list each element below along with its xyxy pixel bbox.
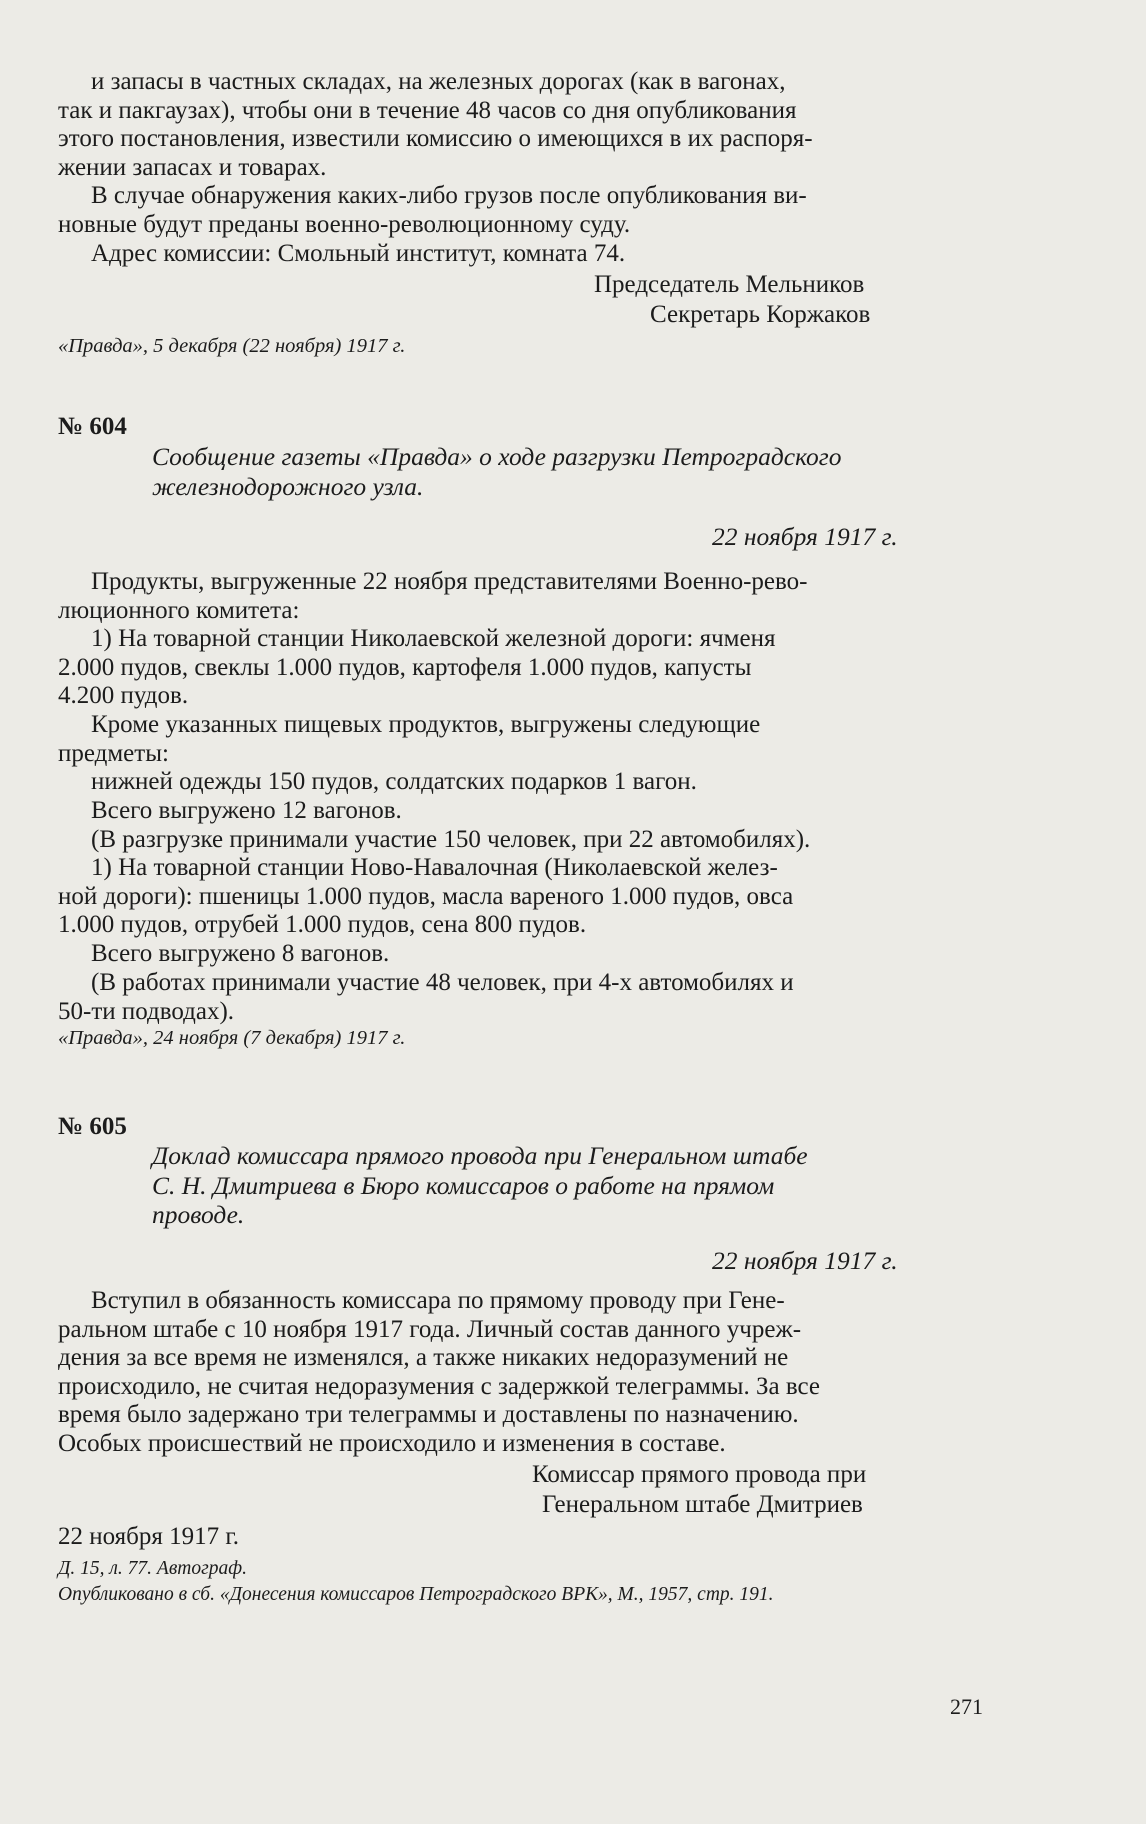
- source-citation: «Правда», 24 ноября (7 декабря) 1917 г.: [58, 1027, 406, 1049]
- total-line: Всего выгружено 8 вагонов.: [91, 940, 390, 967]
- document-title: Доклад комиссара прямого провода при Генеральном штабе С. Н. Дмитриева в Бюро комиссаров о работе на прямом проводе.: [152, 1141, 808, 1229]
- secretary-signature: Секретарь Коржаков: [650, 301, 871, 328]
- penalty-paragraph: В случае обнаружения каких-либо грузов после опубликования ви- новные будут преданы военно-революционному суду.: [58, 182, 807, 238]
- page-number: 271: [950, 1694, 983, 1719]
- document-date: 22 ноября 1917 г.: [712, 522, 898, 551]
- participants-line: (В разгрузке принимали участие 150 человек, при 22 автомобилях).: [91, 826, 811, 853]
- report-body: Вступил в обязанность комиссара по прямому проводу при Гене- ральном штабе с 10 ноября 1917 года. Личный состав данного учреж- дения за все время не изменялся, а также никаких недоразумений не происходило, не считая недоразумения с задержкой телеграммы. За все время было задержано три телеграммы и доставлены по назначению. Особых происшествий не происходило и изменения в составе.: [58, 1287, 820, 1457]
- clothing-line: нижней одежды 150 пудов, солдатских подарков 1 вагон.: [91, 768, 697, 795]
- item-paragraph: 1) На товарной станции Ново-Навалочная (Николаевской желез- ной дороги): пшеницы 1.000 пудов, масла вареного 1.000 пудов, овса 1.000 пудов, отрубей 1.000 пудов, сена 800 пудов.: [58, 854, 794, 939]
- commission-address: Адрес комиссии: Смольный институт, комната 74.: [91, 240, 626, 267]
- document-number: № 605: [58, 1113, 127, 1140]
- source-citation: «Правда», 5 декабря (22 ноября) 1917 г.: [58, 335, 406, 357]
- item-paragraph: 1) На товарной станции Николаевской железной дороги: ячменя 2.000 пудов, свеклы 1.000 пудов, картофеля 1.000 пудов, капусты 4.200 пудов.: [58, 625, 776, 710]
- continuation-paragraph: и запасы в частных складах, на железных дорогах (как в вагонах, так и пакгаузах), чтобы они в течение 48 часов со дня опубликования этого постановления, известили комиссию о имеющихся в их распоря- жении запасах и товарах.: [58, 68, 813, 181]
- total-line: Всего выгружено 12 вагонов.: [91, 797, 402, 824]
- signature-line: Комиссар прямого провода при: [532, 1461, 867, 1488]
- other-items-paragraph: Кроме указанных пищевых продуктов, выгружены следующие предметы:: [58, 711, 761, 767]
- document-date: 22 ноября 1917 г.: [712, 1246, 898, 1275]
- signature-line: Генеральном штабе Дмитриев: [542, 1491, 863, 1518]
- publication-reference: Опубликовано в сб. «Донесения комиссаров Петроградского ВРК», М., 1957, стр. 191.: [58, 1584, 774, 1605]
- archive-reference: Д. 15, л. 77. Автограф.: [58, 1558, 247, 1579]
- signature-date: 22 ноября 1917 г.: [58, 1523, 240, 1550]
- chairman-signature: Председатель Мельников: [594, 271, 865, 298]
- intro-paragraph: Продукты, выгруженные 22 ноября представителями Военно-рево- люционного комитета:: [58, 568, 808, 624]
- document-number: № 604: [58, 413, 127, 440]
- document-title: Сообщение газеты «Правда» о ходе разгрузки Петроградского железнодорожного узла.: [152, 442, 842, 501]
- participants-paragraph: (В работах принимали участие 48 человек, при 4-х автомобилях и 50-ти подводах).: [58, 969, 794, 1025]
